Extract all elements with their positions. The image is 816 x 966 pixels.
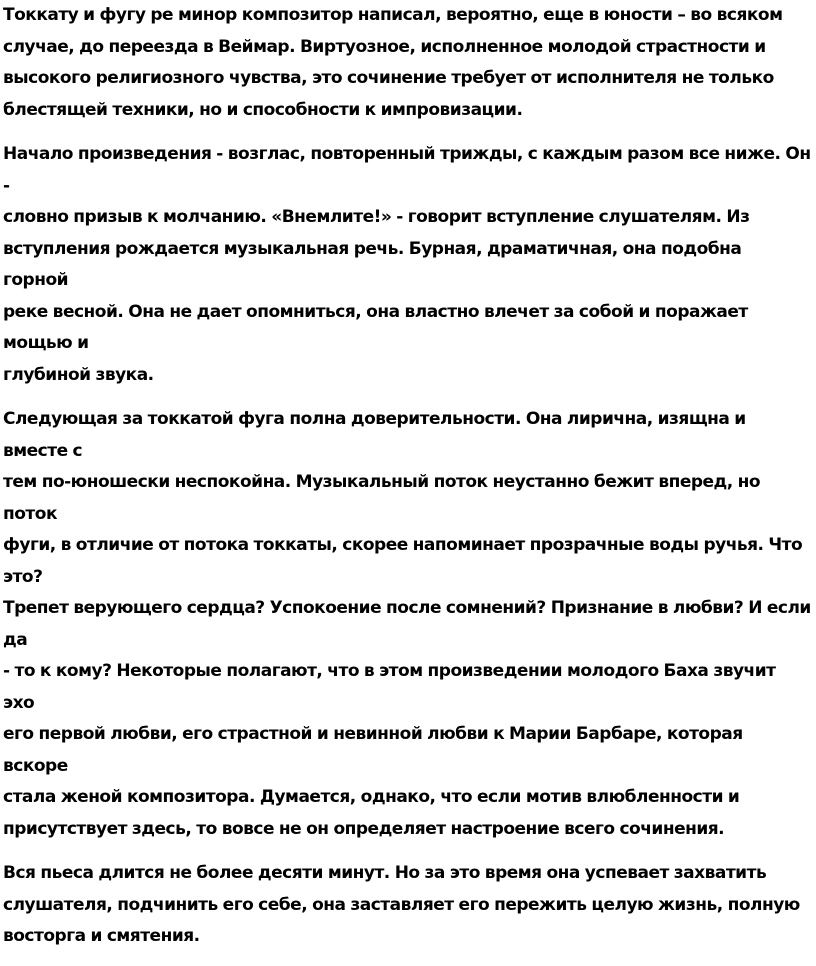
paragraph-1: Токкату и фугу ре минор композитор написал, вероятно, еще в юности – во всяком случае, до переезда в Веймар. Виртуозное, исполненное молодой страстности и высокого религиозного чувства, это сочинение требует от исполнителя не только блестящей техники, но и способности к импровизации.	[3, 5, 783, 120]
paragraph-3: Следующая за токкатой фуга полна доверительности. Она лирична, изящна и вместе с тем по-юношески неспокойна. Музыкальный поток неустанно бежит вперед, но поток фуги, в отличие от потока токкаты, скорее напоминает прозрачные воды ручья. Что это? Трепет верующего сердца? Успокоение после сомнений? Признание в любви? И если да - то к кому? Некоторые полагают, что в этом произведении молодого Баха звучит эхо его первой любви, его страстной и невинной любви к Марии Барбаре, которая вскоре стала женой композитора. Думается, однако, что если мотив влюбленности и присутствует здесь, то вовсе не он определяет настроение всего сочинения.	[3, 409, 811, 839]
document-body	[3, 0, 811, 966]
paragraph-2: Начало произведения - возглас, повторенный трижды, с каждым разом все ниже. Он - словно призыв к молчанию. «Внемлите!» - говорит вступление слушателям. Из вступления рождается музыкальная речь. Бурная, драматичная, она подобна горной реке весной. Она не дает опомниться, она властно влечет за собой и поражает мощью и глубиной звука.	[3, 144, 811, 385]
paragraph-4: Вся пьеса длится не более десяти минут. Но за это время она успевает захватить слушателя, подчинить его себе, она заставляет его пережить целую жизнь, полную восторга и смятения.	[3, 863, 800, 946]
